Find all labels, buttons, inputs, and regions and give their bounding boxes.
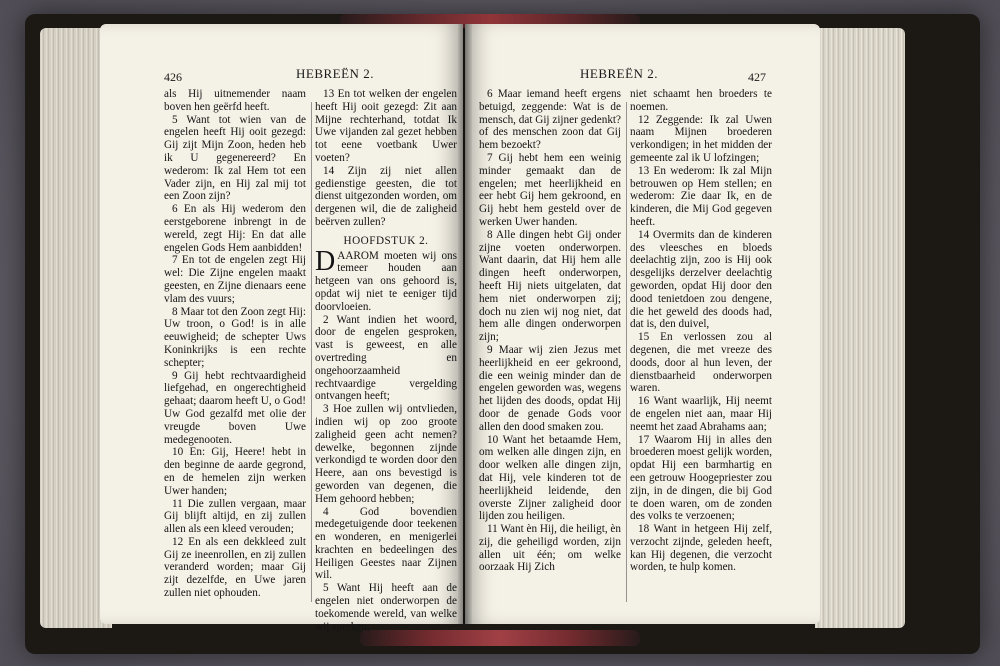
verse-text: 7 En tot de engelen zegt Hij wel: Die Zijne engelen maakt geesten, en Zijne dienaars eene vlam des vuurs; bbox=[164, 254, 306, 305]
left-page-number: 426 bbox=[164, 70, 182, 84]
verse-text: 12 En als een dekkleed zult Gij ze ineenrollen, en zij zullen veranderd worden; maar Gij zijt dezelfde, en Uwe jaren zullen niet ophouden. bbox=[164, 535, 306, 600]
right-running-header: HEBREËN 2. bbox=[580, 66, 658, 81]
verse-text: 11 Want èn Hij, die heiligt, èn zij, die geheiligd worden, zijn allen uit één; om welke oorzaak Hij Zich bbox=[479, 523, 621, 574]
right-page-number: 427 bbox=[748, 70, 766, 84]
right-column-2 bbox=[630, 88, 772, 574]
verse-text: 18 Want in hetgeen Hij zelf, verzocht zijnde, geleden heeft, kan Hij degenen, die verzocht worden, te hulp komen. bbox=[630, 523, 772, 574]
chapter-opening-verse bbox=[315, 245, 457, 314]
right-column-1 bbox=[479, 88, 621, 574]
verse-text: 2 Want indien het woord, door de engelen gesproken, vast is geweest, en alle overtreding en ongehoorzaamheid rechtvaardige vergelding ontvangen heeft; bbox=[315, 313, 457, 403]
column-divider bbox=[626, 102, 627, 602]
left-page bbox=[100, 24, 463, 633]
verse-text: 15 En verlossen zou al degenen, die met vreeze des doods, door al hun leven, der dienstbaarheid onderworpen waren. bbox=[630, 331, 772, 395]
book-gutter bbox=[458, 24, 472, 624]
left-column-2 bbox=[315, 88, 457, 633]
verse-text: 12 Zeggende: Ik zal Uwen naam Mijnen broederen verkondigen; in het midden der gemeente zal ik U lofzingen; bbox=[630, 113, 772, 164]
verse-text: 9 Maar wij zien Jezus met heerlijkheid en eer gekroond, die een weinig minder dan de engelen geworden was, wegens het lijden des doods, opdat Hij door de genade Gods voor allen den dood smaken zou. bbox=[479, 343, 621, 433]
verse-text: 8 Maar tot den Zoon zegt Hij: Uw troon, o God! is in alle eeuwigheid; de schepter Uws Koninkrijks is een rechte schepter; bbox=[164, 305, 306, 369]
verse-text: 8 Alle dingen hebt Gij onder zijne voeten onderworpen. Want daarin, dat Hij hem alle dingen heeft onderworpen, heeft Hij niets uitgelaten, dat hem niet onderworpen zij; doch nu zien wij nog niet, dat hem alle dingen onderworpen zijn; bbox=[479, 228, 621, 344]
column-divider bbox=[311, 102, 312, 602]
verse-text: 10 En: Gij, Heere! hebt in den beginne de aarde gegrond, en de hemelen zijn werken Uwer handen; bbox=[164, 446, 306, 497]
verse-text: AAROM moeten wij ons temeer houden aan hetgeen van ons gehoord is, opdat wij niet te eeniger tijd doorvloeien. bbox=[315, 249, 457, 313]
verse-text: als Hij uitnemender naam boven hen geërfd heeft. bbox=[164, 88, 306, 113]
verse-text: 6 Maar iemand heeft ergens betuigd, zeggende: Wat is de mensch, dat Gij zijner gedenkt? of des menschen zoon dat Gij hem bezoekt? bbox=[479, 88, 621, 152]
verse-text: 17 Waarom Hij in alles den broederen moest gelijk worden, opdat Hij een barmhartig en een getrouw Hoogepriester zou zijn, in de dingen, die bij God te doen waren, om de zonden des volks te verzoenen; bbox=[630, 433, 772, 523]
verse-text: 16 Want waarlijk, Hij neemt de engelen niet aan, maar Hij neemt het zaad Abrahams aan; bbox=[630, 395, 772, 433]
verse-text: 10 Want het betaamde Hem, om welken alle dingen zijn, en door welken alle dingen zijn, dat Hij, vele kinderen tot de heerlijkheid leidende, den overste Zijner zaligheid door lijden zou heiligen. bbox=[479, 433, 621, 523]
verse-text: 14 Overmits dan de kinderen des vleesches en bloeds deelachtig zijn, zoo is Hij ook desgelijks derzelver deelachtig geworden, opdat Hij door den dood tenietdoen zou dengene, die het geweld des doods had, dat is, den duivel, bbox=[630, 228, 772, 331]
verse-text: 14 Zijn zij niet allen gedienstige geesten, die tot dienst uitgezonden worden, om dergenen wil, die de zaligheid beërven zullen? bbox=[315, 164, 457, 228]
verse-text: 13 En tot welken der engelen heeft Hij ooit gezegd: Zit aan Mijne rechterhand, totdat Ik Uwe vijanden zal gezet hebben tot eene voetbank Uwer voeten? bbox=[315, 88, 457, 164]
right-page bbox=[465, 24, 820, 624]
verse-text: 9 Gij hebt rechtvaardigheid liefgehad, en ongerechtigheid gehaat; daarom heeft U, o God! Uw God gezalfd met olie der vreugde boven Uwe medegenooten. bbox=[164, 369, 306, 446]
verse-text: 5 Want Hij heeft aan de engelen niet onderworpen de toekomende wereld, van welke wij spreken; bbox=[315, 582, 457, 633]
verse-text: 3 Hoe zullen wij ontvlieden, indien wij op zoo groote zaligheid geen acht nemen? dewelke, begonnen zijnde verkondigd te worden door den Heere, aan ons bevestigd is geworden van degenen, die Hem gehoord hebben; bbox=[315, 403, 457, 505]
left-running-header: HEBREËN 2. bbox=[296, 66, 374, 81]
verse-text: 7 Gij hebt hem een weinig minder gemaakt dan de engelen; met heerlijkheid en eer hebt Gij hem gekroond, en Gij hebt hem gesteld over de werken Uwer handen. bbox=[479, 151, 621, 228]
page-edges-right bbox=[815, 28, 905, 628]
verse-text: 5 Want tot wien van de engelen heeft Hij ooit gezegd: Gij zijt Mijn Zoon, heden heb ik U gegenereerd? En wederom: Ik zal Hem tot een Vader zijn, en Hij zal mij tot een Zoon zijn? bbox=[164, 113, 306, 203]
left-column-1 bbox=[164, 88, 306, 600]
chapter-heading: HOOFDSTUK 2. bbox=[343, 234, 429, 247]
verse-text: 4 God bovendien medegetuigende door teekenen en wonderen, en menigerlei krachten en bedeelingen des Heiligen Geestes naar Zijnen wil. bbox=[315, 505, 457, 582]
drop-cap: D bbox=[315, 245, 336, 277]
verse-text: 6 En als Hij wederom den eerstgeborene inbrengt in de wereld, zegt Hij: En dat alle engelen Gods Hem aanbidden! bbox=[164, 203, 306, 254]
verse-text: 13 En wederom: Ik zal Mijn betrouwen op Hem stellen; en wederom: Zie daar Ik, en de kinderen, die Mij God gegeven heeft. bbox=[630, 164, 772, 228]
verse-text: niet schaamt hen broeders te noemen. bbox=[630, 88, 772, 113]
verse-text: 11 Die zullen vergaan, maar Gij blijft altijd, en zij zullen allen als een kleed verouden; bbox=[164, 497, 306, 536]
